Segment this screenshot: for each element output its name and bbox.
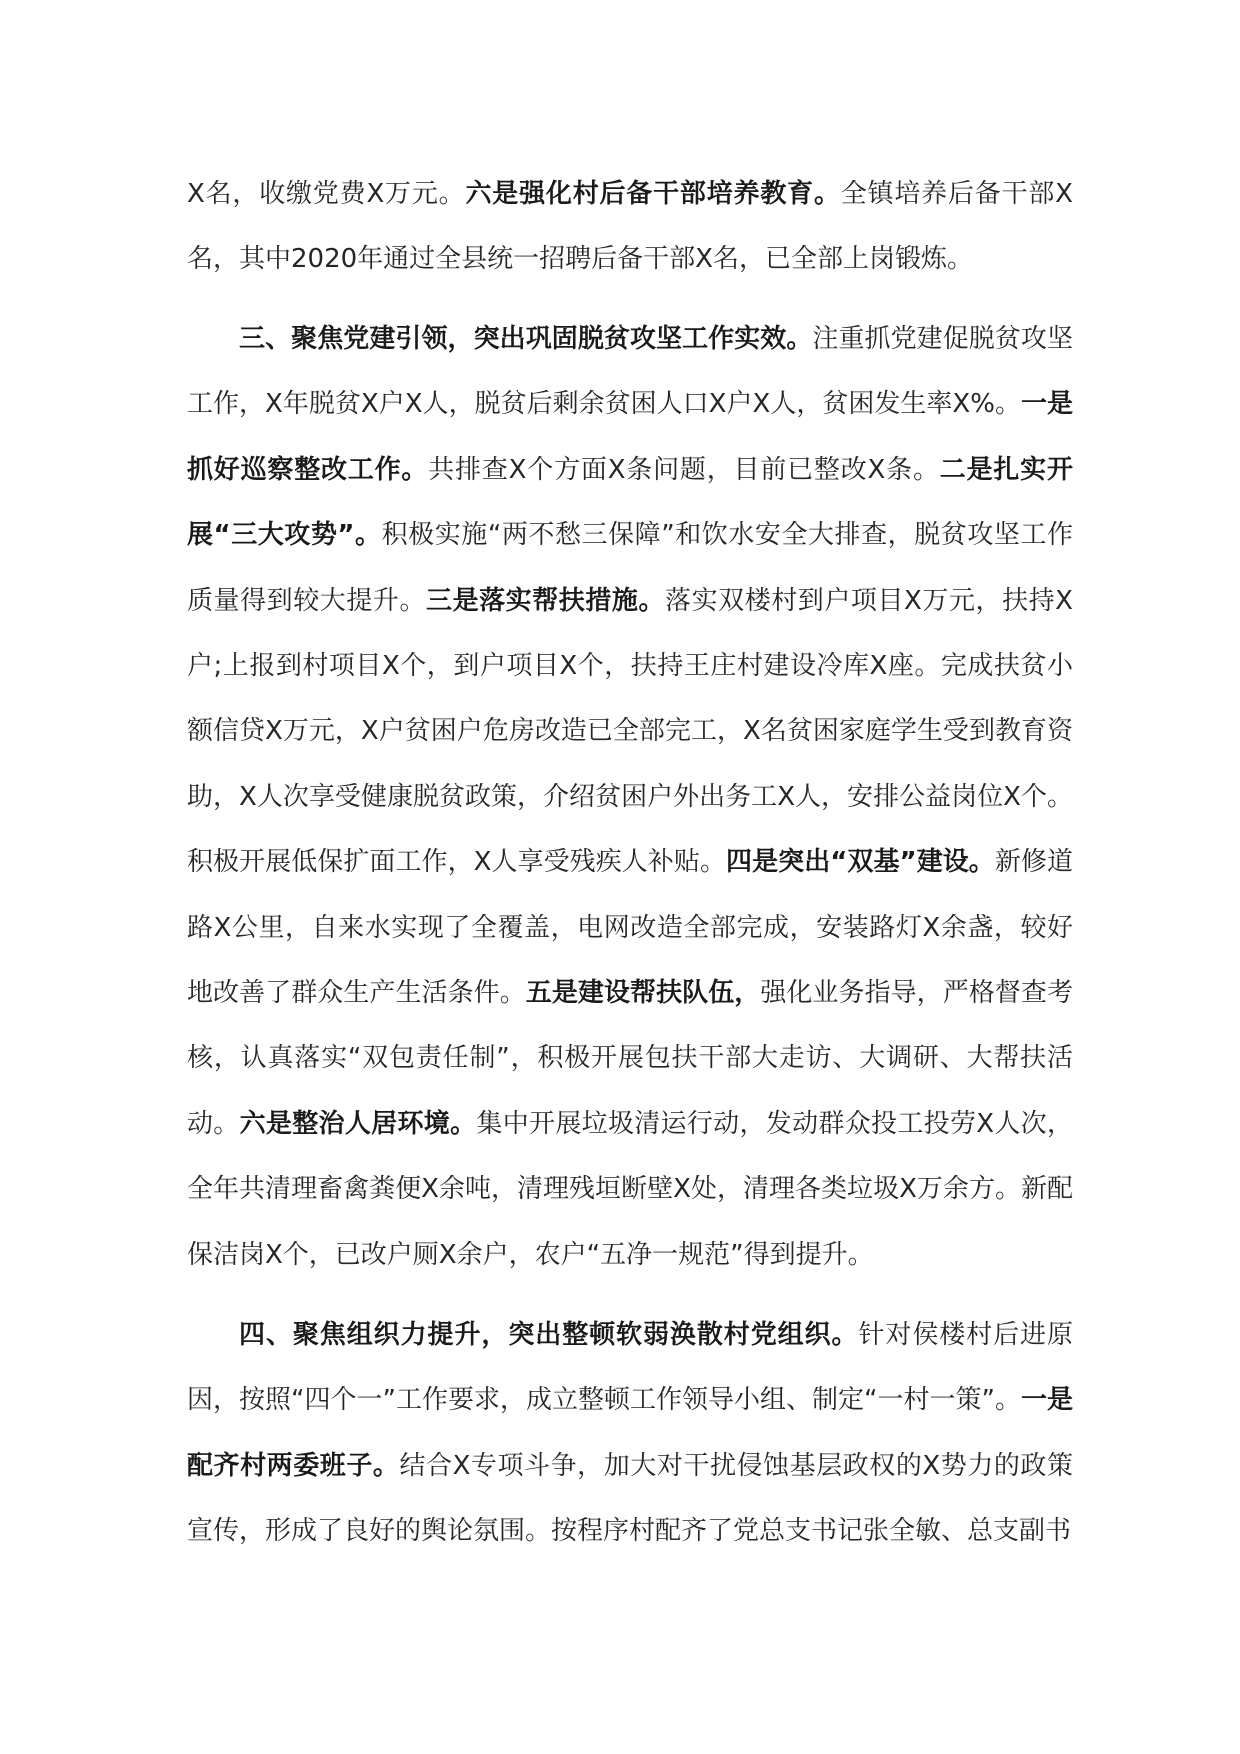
paragraph-2-text: 强化业务指导，严格督查考核，认真落实“双包责任制”，积极开展包扶干部大走访、大调研、大帮扶活动。 — [187, 978, 1073, 1139]
item-heading: 二是扎实开展“三大攻势”。 — [187, 454, 1073, 551]
paragraph-1 — [187, 162, 1073, 293]
paragraph-2 — [187, 307, 1073, 1288]
item-heading: 四是突出“双基”建设。 — [726, 847, 995, 878]
item-heading: 六是整治人居环境。 — [239, 1108, 477, 1139]
paragraph-2-text: 落实双楼村到户项目X万元，扶持X户;上报到村项目X个，到户项目X个，扶持王庄村建设冷库X座。完成扶贫小额信贷X万元，X户贫困户危房改造已全部完工，X名贫困家庭学生受到教育资助，X人次享受健康脱贫政策，介绍贫困户外出务工X人，安排公益岗位X个。积极开展低保扩面工作，X人享受残疾人补贴。 — [187, 585, 1073, 878]
paragraph-3 — [187, 1303, 1073, 1565]
item-heading: 一是抓好巡察整改工作。 — [187, 389, 1073, 485]
paragraph-1-text: 全镇培养后备干部X名，其中2020年通过全县统一招聘后备干部X名，已全部上岗锻炼。 — [187, 179, 1073, 275]
section-heading-3: 三、聚焦党建引领，突出巩固脱贫攻坚工作实效。 — [239, 324, 813, 354]
item-heading: 三是落实帮扶措施。 — [426, 585, 666, 616]
paragraph-1-text: X名，收缴党费X万元。 — [187, 179, 466, 209]
paragraph-3-text: 针对侯楼村后进原因，按照“四个一”工作要求，成立整顿工作领导小组、制定“一村一策”。 — [187, 1320, 1073, 1416]
item-heading: 一是配齐村两委班子。 — [187, 1385, 1073, 1481]
paragraph-2-text: 新修道路X公里，自来水实现了全覆盖，电网改造全部完成，安装路灯X余盏，较好地改善了群众生产生活条件。 — [187, 847, 1073, 1009]
paragraph-3-text: 结合X专项斗争，加大对干扰侵蚀基层政权的X势力的政策宣传，形成了良好的舆论氛围。按程序村配齐了党总支书记张全敏、总支副书 — [187, 1450, 1073, 1547]
paragraph-2-text: 共排查X个方面X条问题，目前已整改X条。 — [428, 454, 940, 485]
paragraph-2-text: 集中开展垃圾清运行动，发动群众投工投劳X人次，全年共清理畜禽粪便X余吨，清理残垣断壁X处，清理各类垃圾X万余方。新配保洁岗X个，已改户厕X余户，农户“五净一规范”得到提升。 — [187, 1108, 1073, 1270]
paragraph-2-text: 积极实施“两不愁三保障”和饮水安全大排查，脱贫攻坚工作质量得到较大提升。 — [187, 520, 1073, 616]
section-heading-4: 四、聚焦组织力提升，突出整顿软弱涣散村党组织。 — [239, 1320, 859, 1350]
paragraph-1-bold-heading: 六是强化村后备干部培养教育。 — [465, 179, 841, 209]
paragraph-2-text: 注重抓党建促脱贫攻坚工作，X年脱贫X户X人，脱贫后剩余贫困人口X户X人，贫困发生率X%。 — [187, 324, 1073, 420]
item-heading: 五是建设帮扶队伍， — [525, 978, 761, 1009]
